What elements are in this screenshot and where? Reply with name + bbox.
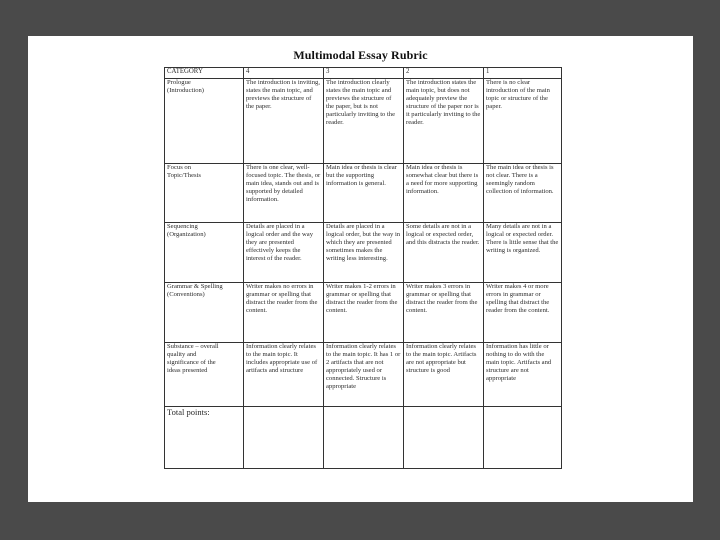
- category-label: Topic/Thesis: [167, 172, 201, 179]
- category-label: Substance – overall: [167, 343, 219, 350]
- score-cell: Main idea or thesis is clear but the supporting information is general.: [324, 164, 404, 223]
- total-cell: [324, 407, 404, 469]
- slide: [28, 36, 693, 502]
- table-row: [165, 79, 562, 164]
- header-category: CATEGORY: [165, 68, 244, 79]
- category-cell: [165, 79, 244, 164]
- category-label: (Organization): [167, 231, 206, 238]
- category-label: (Introduction): [167, 87, 204, 94]
- score-cell: Writer makes 4 or more errors in grammar or spelling that distract the reader from the content.: [484, 283, 562, 343]
- score-cell: Details are placed in a logical order and the way they are presented effectively keeps the interest of the reader.: [244, 223, 324, 283]
- category-cell: [165, 223, 244, 283]
- page-title: Multimodal Essay Rubric: [293, 48, 428, 62]
- score-cell: Writer makes no errors in grammar or spelling that distract the reader from the content.: [244, 283, 324, 343]
- score-cell: Some details are not in a logical or expected order, and this distracts the reader.: [404, 223, 484, 283]
- category-cell: [165, 164, 244, 223]
- score-cell: The introduction clearly states the main topic and previews the structure of the paper, but is not particularly inviting to the reader.: [324, 79, 404, 164]
- table-row: [165, 223, 562, 283]
- score-cell: Information clearly relates to the main topic. Artifacts are not appropriate but structure is good: [404, 343, 484, 407]
- header-row: [165, 68, 562, 79]
- total-cell: [404, 407, 484, 469]
- score-cell: Writer makes 3 errors in grammar or spelling that distract the reader from the content.: [404, 283, 484, 343]
- score-cell: Information has little or nothing to do with the main topic. Artifacts and structure are not appropriate: [484, 343, 562, 407]
- score-cell: Information clearly relates to the main topic. It includes appropriate use of artifacts and structure: [244, 343, 324, 407]
- category-label: Grammar & Spelling: [167, 283, 223, 290]
- category-label: Prologue: [167, 79, 191, 86]
- category-label: quality and: [167, 351, 197, 358]
- category-cell: [165, 343, 244, 407]
- total-cell: [244, 407, 324, 469]
- category-label: (Conventions): [167, 291, 205, 298]
- header-score-4: 4: [244, 68, 324, 79]
- category-label: Sequencing: [167, 223, 198, 230]
- total-points-label: Total points:: [165, 407, 244, 469]
- header-score-2: 2: [404, 68, 484, 79]
- header-score-3: 3: [324, 68, 404, 79]
- score-cell: There is one clear, well-focused topic. The thesis, or main idea, stands out and is supported by detailed information.: [244, 164, 324, 223]
- score-cell: Writer makes 1-2 errors in grammar or spelling that distract the reader from the content.: [324, 283, 404, 343]
- header-score-1: 1: [484, 68, 562, 79]
- score-cell: Details are placed in a logical order, but the way in which they are presented sometimes makes the writing less interesting.: [324, 223, 404, 283]
- table-row: [165, 164, 562, 223]
- category-label: ideas presented: [167, 367, 208, 374]
- category-label: significance of the: [167, 359, 216, 366]
- score-cell: Main idea or thesis is somewhat clear but there is a need for more supporting information.: [404, 164, 484, 223]
- score-cell: The main idea or thesis is not clear. There is a seemingly random collection of information.: [484, 164, 562, 223]
- score-cell: Information clearly relates to the main topic. It has 1 or 2 artifacts that are not appropriately used or connected. Structure is appropriate: [324, 343, 404, 407]
- score-cell: There is no clear introduction of the main topic or structure of the paper.: [484, 79, 562, 164]
- total-row: [165, 407, 562, 469]
- category-cell: [165, 283, 244, 343]
- rubric-table: [164, 67, 562, 469]
- table-row: [165, 283, 562, 343]
- score-cell: The introduction is inviting, states the main topic, and previews the structure of the paper.: [244, 79, 324, 164]
- score-cell: Many details are not in a logical or expected order. There is little sense that the writing is organized.: [484, 223, 562, 283]
- table-row: [165, 343, 562, 407]
- score-cell: The introduction states the main topic, but does not adequately preview the structure of the paper nor is it particularly inviting to the reader.: [404, 79, 484, 164]
- category-label: Focus on: [167, 164, 191, 171]
- total-cell: [484, 407, 562, 469]
